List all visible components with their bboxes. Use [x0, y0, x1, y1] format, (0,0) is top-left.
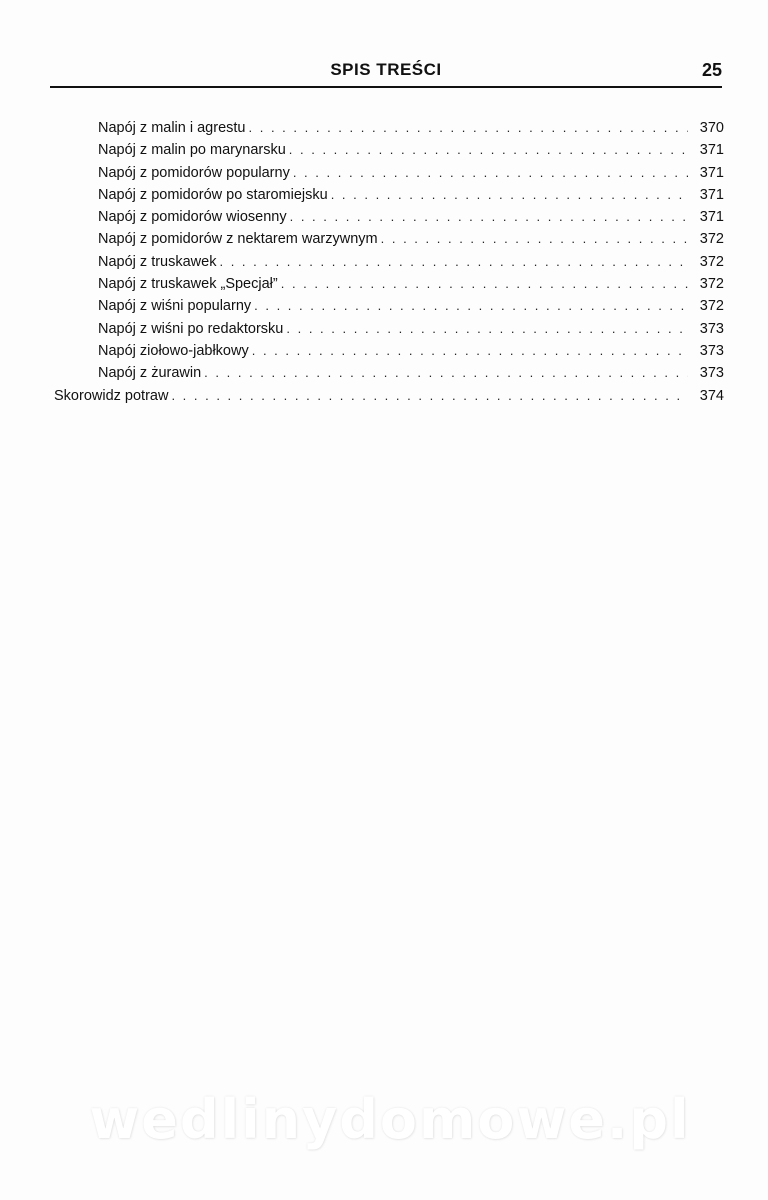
- toc-entry-page: 372: [699, 276, 724, 293]
- toc-entry-label: Napój z wiśni po redaktorsku: [98, 320, 284, 337]
- toc-entry: [54, 273, 724, 295]
- toc-entry-label: Napój z pomidorów po staromiejsku: [98, 186, 328, 203]
- toc-entry-page: 373: [699, 365, 724, 382]
- page-title: SPIS TREŚCI: [330, 60, 442, 79]
- toc-entry-page: 371: [699, 186, 724, 203]
- toc-entry-page: 373: [699, 342, 724, 359]
- toc-entry: [54, 295, 724, 317]
- toc-entry: [54, 228, 724, 250]
- toc-entry-label: Napój z pomidorów wiosenny: [98, 209, 287, 226]
- toc-entry-label: Napój z wiśni popularny: [98, 298, 252, 315]
- toc-dot-leader: [381, 228, 688, 250]
- toc-entry-page: 373: [699, 320, 724, 337]
- toc-entry-page: 371: [699, 142, 724, 159]
- toc-dot-leader: [286, 318, 688, 340]
- toc-dot-leader: [254, 295, 688, 317]
- toc-dot-leader: [281, 273, 688, 295]
- toc-dot-leader: [293, 162, 688, 184]
- toc-entry: [54, 139, 724, 161]
- page-number: 25: [701, 60, 722, 80]
- toc-dot-leader: [289, 139, 688, 161]
- toc-entry-label: Skorowidz potraw: [54, 387, 169, 404]
- watermark: wedlinydomowe.pl: [89, 1088, 691, 1151]
- page-header: [50, 58, 722, 88]
- toc-entry-page: 371: [699, 164, 724, 181]
- toc-entry: [54, 206, 724, 228]
- toc-entry-label: Napój z truskawek: [98, 253, 217, 270]
- toc-entry: [54, 318, 724, 340]
- toc-dot-leader: [219, 251, 688, 273]
- toc-entry-label: Napój z malin i agrestu: [98, 120, 246, 136]
- toc-entry-label: Napój ziołowo-jabłkowy: [98, 342, 249, 359]
- toc-entry: [54, 184, 724, 206]
- toc-dot-leader: [331, 184, 688, 206]
- toc-entry: [54, 117, 724, 139]
- toc-entry: [54, 385, 724, 407]
- toc-entry-label: Napój z malin po marynarsku: [98, 142, 286, 159]
- toc-entry: [54, 362, 724, 384]
- toc-entry-page: 372: [699, 231, 724, 248]
- toc-entry: [54, 340, 724, 362]
- table-of-contents: [54, 117, 724, 407]
- toc-entry-label: Napój z truskawek „Specjał”: [98, 276, 278, 293]
- toc-entry: [54, 162, 724, 184]
- toc-dot-leader: [171, 385, 688, 407]
- toc-entry-label: Napój z pomidorów popularny: [98, 164, 290, 181]
- toc-dot-leader: [204, 362, 688, 384]
- toc-dot-leader: [290, 206, 688, 228]
- toc-entry-page: 371: [699, 209, 724, 226]
- toc-entry-page: 372: [699, 253, 724, 270]
- toc-entry-page: 372: [699, 298, 724, 315]
- toc-dot-leader: [252, 340, 688, 362]
- toc-entry-label: Napój z pomidorów z nektarem warzywnym: [98, 231, 378, 248]
- toc-entry-label: Napój z żurawin: [98, 365, 202, 382]
- toc-dot-leader: [249, 117, 689, 139]
- toc-entry-page: 370: [699, 120, 724, 136]
- toc-entry: [54, 251, 724, 273]
- toc-entry-page: 374: [699, 387, 724, 404]
